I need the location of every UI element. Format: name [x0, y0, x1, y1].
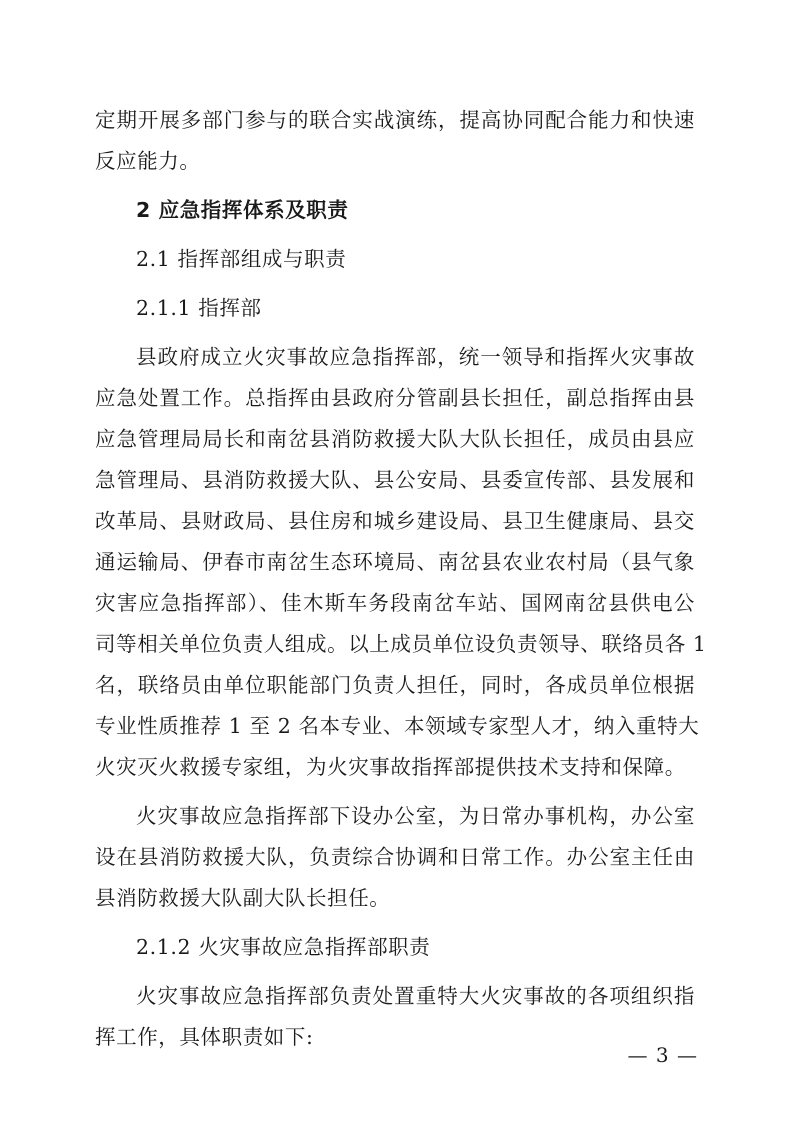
- body-text-line: 司等相关单位负责人组成。以上成员单位设负责领导、联络员各 1: [95, 632, 707, 656]
- document-body: [95, 100, 707, 1058]
- body-text-line: 应急管理局局长和南岔县消防救援大队大队长担任，成员由县应: [95, 427, 695, 451]
- body-text-line: 挥工作，具体职责如下:: [95, 1025, 314, 1049]
- body-text-line: 反应能力。: [95, 149, 201, 173]
- body-text-line: 灾害应急指挥部）、佳木斯车务段南岔车站、国网南岔县供电公: [95, 591, 695, 615]
- body-text-line: 通运输局、伊春市南岔生态环境局、南岔县农业农村局（县气象: [95, 550, 695, 574]
- section-heading: 2 应急指挥体系及职责: [136, 198, 349, 222]
- body-text-line: 专业性质推荐 1 至 2 名本专业、本领域专家型人才，纳入重特大: [95, 714, 700, 738]
- subsection-heading: 2.1.2 火灾事故应急指挥部职责: [136, 935, 431, 959]
- body-text-line: 县消防救援大队副大队长担任。: [95, 886, 391, 910]
- body-text-line: 火灾事故应急指挥部负责处置重特大火灾事故的各项组织指: [136, 984, 695, 1008]
- body-text-line: 急管理局、县消防救援大队、县公安局、县委宣传部、县发展和: [95, 468, 695, 492]
- body-text-line: 火灾事故应急指挥部下设办公室，为日常办事机构，办公室: [136, 804, 695, 828]
- subsection-heading: 2.1 指挥部组成与职责: [136, 247, 347, 271]
- page-number: — 3 —: [627, 1043, 698, 1067]
- body-text-line: 县政府成立火灾事故应急指挥部，统一领导和指挥火灾事故: [136, 345, 695, 369]
- body-text-line: 名，联络员由单位职能部门负责人担任，同时，各成员单位根据: [95, 673, 695, 697]
- body-text-line: 改革局、县财政局、县住房和城乡建设局、县卫生健康局、县交: [95, 509, 695, 533]
- body-text-line: 火灾灭火救援专家组，为火灾事故指挥部提供技术支持和保障。: [95, 755, 686, 779]
- subsection-heading: 2.1.1 指挥部: [136, 296, 262, 320]
- body-text-line: 定期开展多部门参与的联合实战演练，提高协同配合能力和快速: [95, 108, 695, 132]
- body-text-line: 应急处置工作。总指挥由县政府分管副县长担任，副总指挥由县: [95, 386, 695, 410]
- body-text-line: 设在县消防救援大队，负责综合协调和日常工作。办公室主任由: [95, 845, 695, 869]
